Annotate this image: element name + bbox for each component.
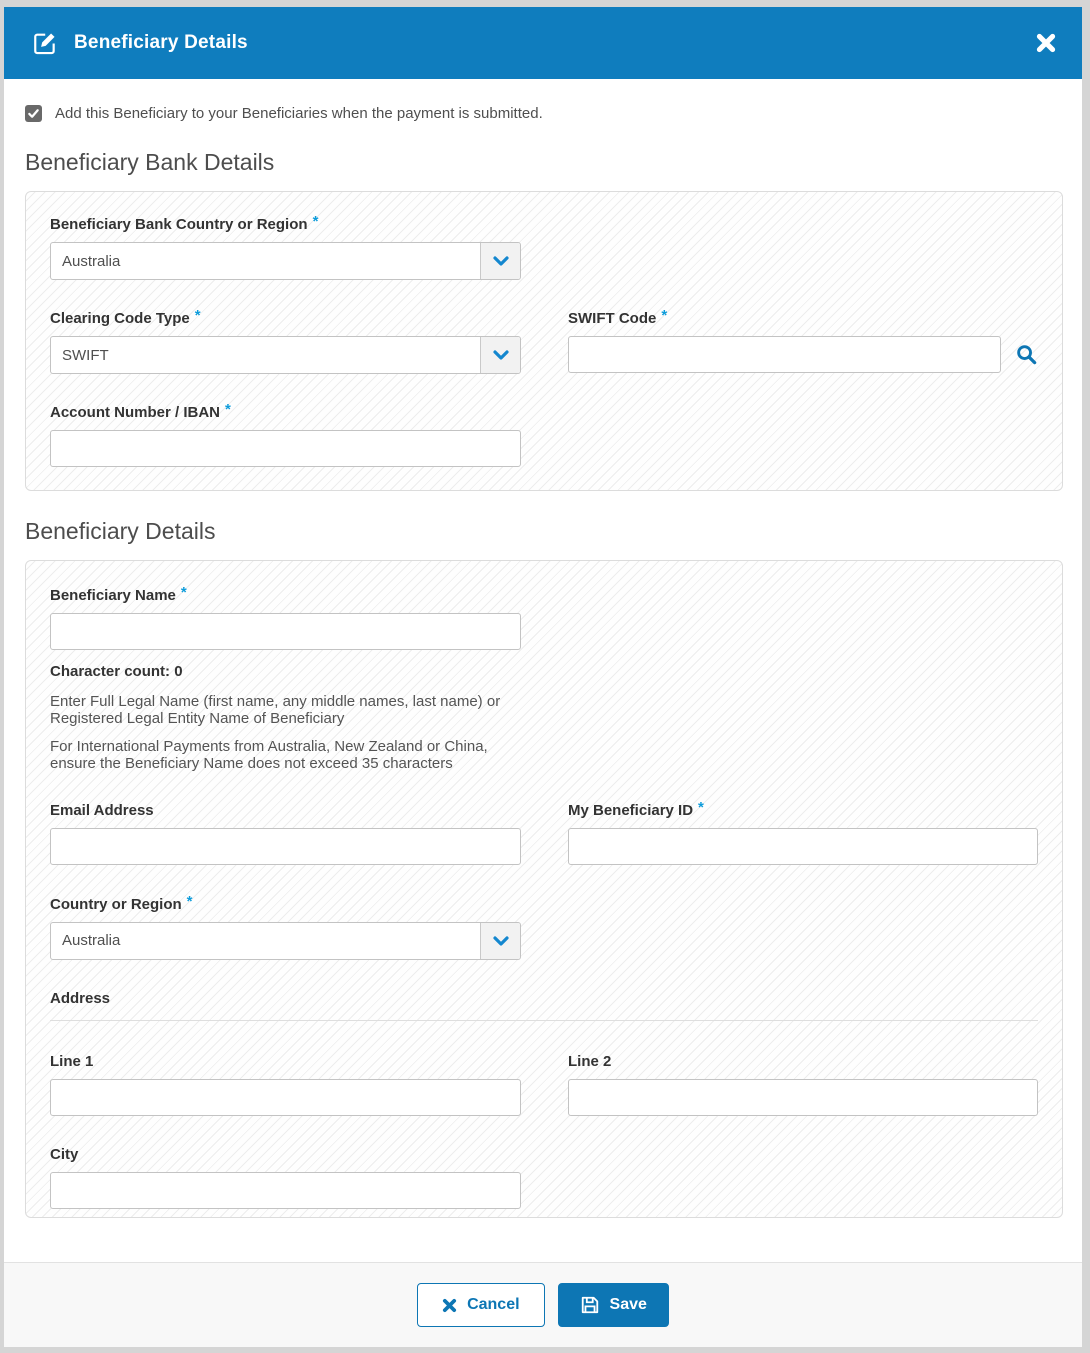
required-asterisk: * — [225, 401, 231, 418]
email-address-label: Email Address — [50, 801, 154, 819]
address-line1-input[interactable] — [50, 1079, 521, 1116]
address-line2-input[interactable] — [568, 1079, 1038, 1116]
modal-footer — [4, 1262, 1082, 1347]
beneficiary-name-help-2: For International Payments from Australia, New Zealand or China, ensure the Beneficiary Name does not exceed 35 characters — [50, 737, 488, 772]
country-or-region-select[interactable] — [50, 922, 521, 960]
clearing-code-type-value: SWIFT — [62, 346, 109, 364]
required-asterisk: * — [194, 307, 201, 324]
required-asterisk: * — [180, 584, 187, 601]
add-beneficiary-label: Add this Beneficiary to your Beneficiaries when the payment is submitted. — [55, 105, 543, 122]
swift-code-input[interactable] — [568, 336, 1001, 373]
country-or-region-value: Australia — [62, 932, 121, 950]
chevron-down-icon — [480, 923, 520, 959]
character-count: Character count: 0 — [50, 663, 183, 680]
country-or-region-label: Country or Region * — [50, 892, 193, 913]
save-disk-icon — [580, 1295, 600, 1315]
account-number-label: Account Number / IBAN * — [50, 401, 231, 421]
cancel-x-icon — [442, 1298, 457, 1313]
beneficiary-details-panel — [25, 560, 1063, 1218]
bank-details-panel — [25, 191, 1063, 491]
swift-code-label: SWIFT Code * — [568, 307, 668, 327]
modal-title: Beneficiary Details — [74, 32, 248, 53]
required-asterisk: * — [661, 307, 668, 324]
close-icon[interactable] — [1032, 29, 1060, 57]
cancel-button-label: Cancel — [467, 1296, 520, 1313]
clearing-code-type-label: Clearing Code Type * — [50, 307, 201, 327]
bank-country-select[interactable] — [50, 242, 521, 280]
address-city-input[interactable] — [50, 1172, 521, 1209]
required-asterisk: * — [312, 213, 319, 230]
add-beneficiary-row — [25, 105, 1061, 122]
save-button[interactable] — [558, 1283, 669, 1327]
my-beneficiary-id-label: My Beneficiary ID * — [568, 798, 704, 819]
address-line2-label: Line 2 — [568, 1052, 612, 1070]
chevron-down-icon — [480, 243, 520, 279]
required-asterisk: * — [186, 892, 193, 910]
beneficiary-section-heading: Beneficiary Details — [25, 518, 216, 544]
clearing-code-type-select[interactable] — [50, 336, 521, 374]
add-beneficiary-checkbox[interactable] — [25, 105, 42, 122]
email-address-input[interactable] — [50, 828, 521, 865]
address-divider — [50, 1020, 1038, 1021]
bank-section-heading: Beneficiary Bank Details — [25, 149, 275, 175]
address-city-label: City — [50, 1145, 79, 1163]
beneficiary-name-input[interactable] — [50, 613, 521, 650]
cancel-button[interactable] — [417, 1283, 544, 1327]
beneficiary-name-label: Beneficiary Name * — [50, 584, 187, 604]
save-button-label: Save — [609, 1296, 647, 1313]
modal-header — [4, 7, 1082, 79]
account-number-input[interactable] — [50, 430, 521, 467]
bank-country-value: Australia — [62, 252, 121, 270]
address-line1-label: Line 1 — [50, 1052, 94, 1070]
beneficiary-name-help-1: Enter Full Legal Name (first name, any middle names, last name) or Registered Legal Entity Name of Beneficiary — [50, 693, 501, 727]
bank-country-label: Beneficiary Bank Country or Region * — [50, 213, 319, 233]
search-icon[interactable] — [1014, 343, 1038, 367]
edit-pencil-square-icon — [32, 30, 58, 56]
required-asterisk: * — [698, 798, 704, 816]
chevron-down-icon — [480, 337, 520, 373]
address-heading: Address — [50, 989, 111, 1007]
my-beneficiary-id-input[interactable] — [568, 828, 1038, 865]
